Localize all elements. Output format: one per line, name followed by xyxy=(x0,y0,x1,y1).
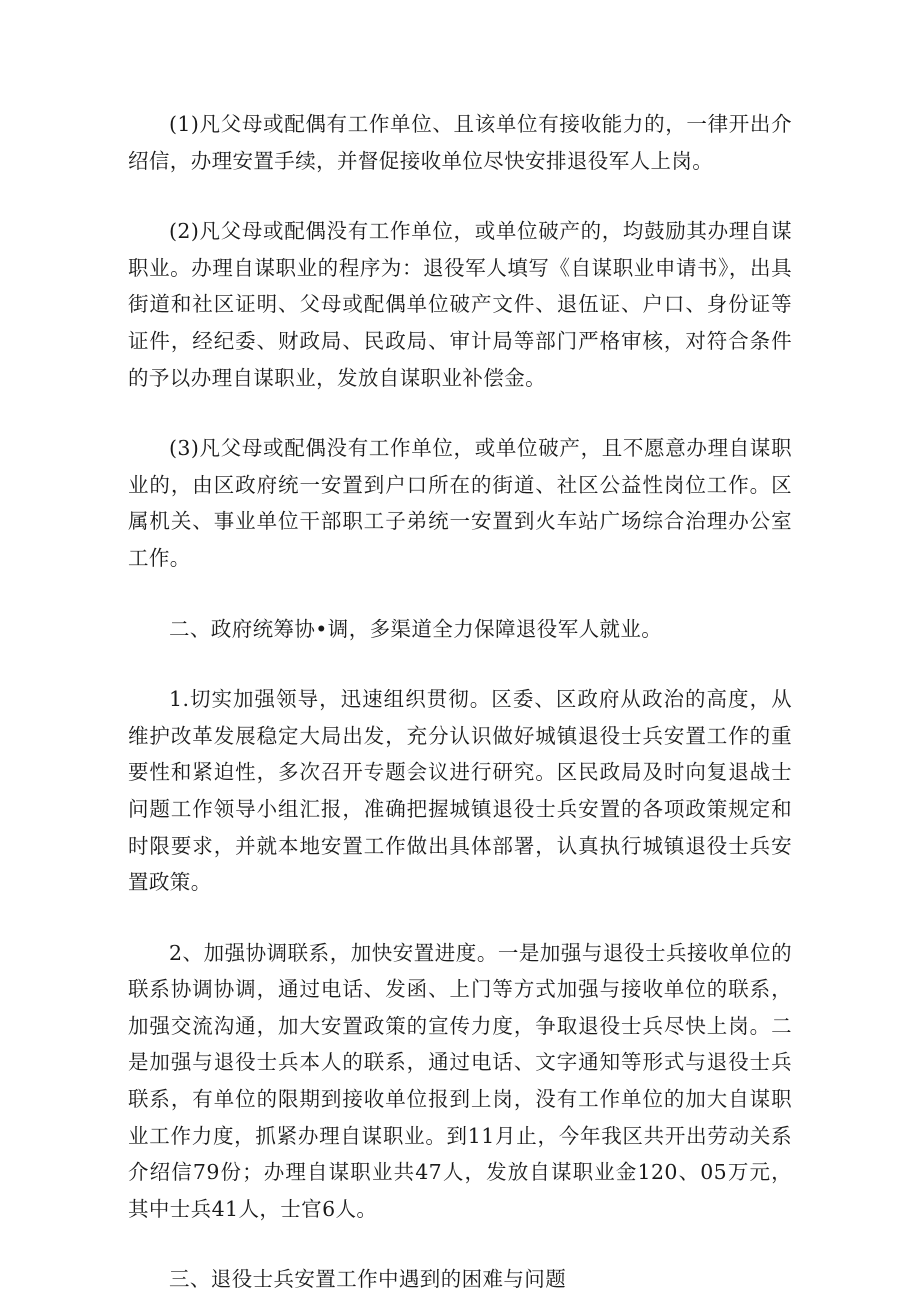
paragraph-placement-employed-parents: (1)凡父母或配偶有工作单位、且该单位有接收能力的，一律开出介绍信，办理安置手续，并督促接收单位尽快安排退役军人上岗。 xyxy=(128,112,792,173)
section-heading-three: 三、退役士兵安置工作中遇到的困难与问题 xyxy=(169,1267,567,1292)
paragraph-strengthen-leadership: 1.切实加强领导，迅速组织贯彻。区委、区政府从政治的高度，从维护改革发展稳定大局出发，充分认识做好城镇退役士兵安置工作的重要性和紧迫性，多次召开专题会议进行研究。区民政局及时向复退战士问题工作领导小组汇报，准确把握城镇退役士兵安置的各项政策规定和时限要求，并就本地安置工作做出具体部署，认真执行城镇退役士兵安置政策。 xyxy=(128,687,792,895)
paragraph-public-welfare-placement: (3)凡父母或配偶没有工作单位，或单位破产，且不愿意办理自谋职业的，由区政府统一安置到户口所在的街道、社区公益性岗位工作。区属机关、事业单位干部职工子弟统一安置到火车站广场综合治理办公室工作。 xyxy=(128,436,792,570)
paragraph-coordination-contact: 2、加强协调联系，加快安置进度。一是加强与退役士兵接收单位的联系协调协调，通过电话、发函、上门等方式加强与接收单位的联系，加强交流沟通，加大安置政策的宣传力度，争取退役士兵尽快上岗。二是加强与退役士兵本人的联系，通过电话、文字通知等形式与退役士兵联系，有单位的限期到接收单位报到上岗，没有工作单位的加大自谋职业工作力度，抓紧办理自谋职业。到11月止，今年我区共开出劳动关系介绍信79份；办理自谋职业共47人，发放自谋职业金120、05万元，其中士兵41人，士官6人。 xyxy=(128,940,792,1221)
paragraph-self-employment-procedure: (2)凡父母或配偶没有工作单位，或单位破产的，均鼓励其办理自谋职业。办理自谋职业的程序为：退役军人填写《自谋职业申请书》，出具街道和社区证明、父母或配偶单位破产文件、退伍证、户口、身份证等证件，经纪委、财政局、民政局、审计局等部门严格审核，对符合条件的予以办理自谋职业，发放自谋职业补偿金。 xyxy=(128,219,792,390)
section-heading-two: 二、政府统筹协•调，多渠道全力保障退役军人就业。 xyxy=(169,616,663,641)
